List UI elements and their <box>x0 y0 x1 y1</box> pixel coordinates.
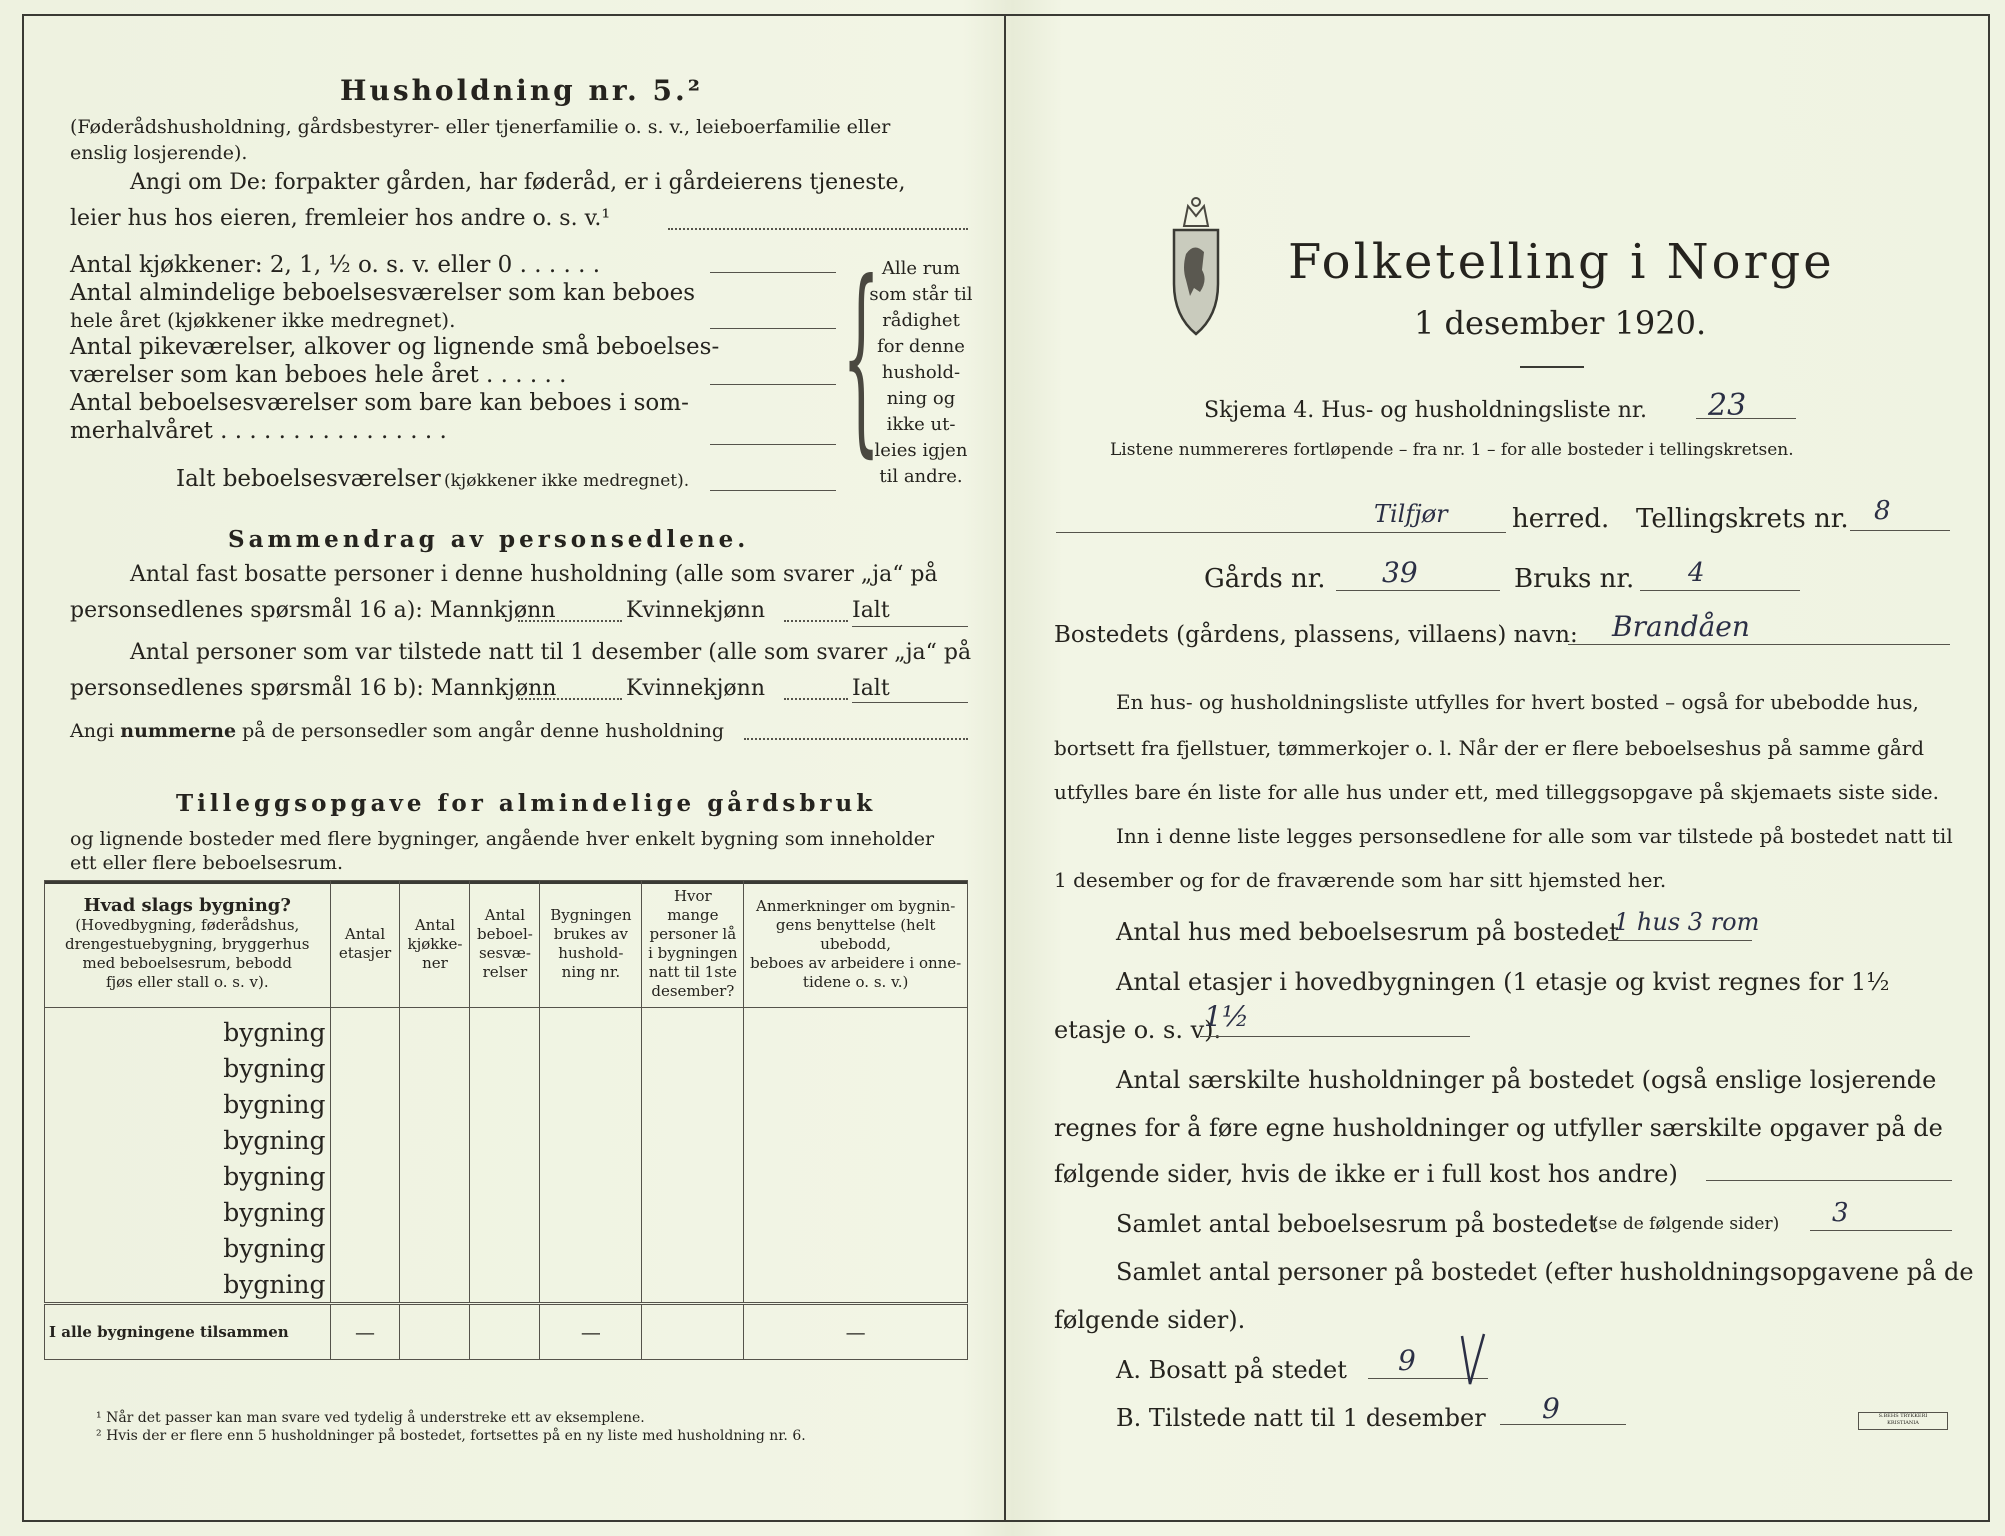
footnote-1: ¹ Når det passer kan man svare ved tydelig å understreke ett av eksemplene. <box>96 1410 645 1426</box>
present-female-fill <box>784 698 848 700</box>
header-text: Antal <box>414 915 456 934</box>
a-bosatt-value: 9 <box>1398 1344 1416 1377</box>
household-title: Husholdning nr. 5.² <box>340 74 704 107</box>
para1-line-1: En hus- og husholdningsliste utfylles for hvert bosted – også for ubebodde hus, <box>1116 690 1919 714</box>
summary-title: Sammendrag av personsedlene. <box>228 526 750 553</box>
b-tilstede-label: B. Tilstede natt til 1 desember <box>1116 1404 1486 1432</box>
kitchens-fill <box>710 272 836 273</box>
bosted-line <box>1568 644 1950 645</box>
brace-note-line: ning og <box>886 388 956 409</box>
tillegg-line-2: ett eller flere beboelsesrum. <box>70 852 344 874</box>
resident-female-fill <box>784 620 848 622</box>
brace-note-line: rådighet <box>882 310 960 331</box>
row-label: bygning <box>45 1008 331 1051</box>
summer-rooms-fill <box>710 444 836 445</box>
row-label: bygning <box>45 1050 331 1086</box>
header-text: desember? <box>651 982 735 1000</box>
header-text: sesvæ- <box>478 944 531 962</box>
table-header-row <box>45 881 968 1008</box>
a-bosatt-label: A. Bosatt på stedet <box>1116 1356 1347 1384</box>
intro-line-2: enslig losjerende). <box>70 142 248 164</box>
header-building-type <box>45 881 331 1008</box>
summary-ialt-2: Ialt <box>852 676 890 701</box>
rooms-line-4: Antal pikeværelser, alkover og lignende små beboelses- <box>70 334 720 360</box>
header-text: beboes av arbeidere i onne- <box>750 953 962 972</box>
row-label: bygning <box>45 1194 331 1230</box>
q-pers-line-1: Samlet antal personer på bostedet (efter husholdningsopgavene på de <box>1116 1258 1974 1286</box>
header-rooms <box>470 881 540 1008</box>
resident-total-fill <box>852 626 968 627</box>
table-row <box>45 1194 968 1230</box>
q-etasjer-line-2: etasje o. s. v). <box>1054 1016 1222 1044</box>
q-hus-line <box>1608 940 1752 941</box>
header-kitchens <box>400 881 470 1008</box>
tellingskrets-line <box>1850 530 1950 531</box>
person-numbers-fill <box>744 738 968 740</box>
table-row <box>45 1086 968 1122</box>
tillegg-line-1: og lignende bosteder med flere bygninger, angående hver enkelt bygning som inneholder <box>70 828 935 850</box>
header-text: brukes av <box>553 925 629 943</box>
ordinary-rooms-fill <box>710 328 836 329</box>
header-text: Anmerkninger om bygnin- <box>756 896 956 915</box>
skjema-label: Skjema 4. Hus- og husholdningsliste nr. <box>1204 398 1647 423</box>
present-male-fill <box>518 698 622 700</box>
small-rooms-fill <box>710 384 836 385</box>
header-text: kjøkke- <box>407 934 463 953</box>
table-row <box>45 1008 968 1051</box>
q-hus-value: 1 hus 3 rom <box>1614 908 1760 936</box>
ialt-rooms-note: (kjøkkener ikke medregnet). <box>444 471 690 491</box>
header-text: beboel- <box>477 925 533 943</box>
gards-line <box>1336 590 1500 591</box>
table-row <box>45 1122 968 1158</box>
ialt-rooms-fill <box>710 490 836 491</box>
table-row <box>45 1230 968 1266</box>
bruks-value: 4 <box>1688 558 1705 588</box>
header-text: natt til 1ste <box>648 963 737 981</box>
gards-label: Gårds nr. <box>1204 564 1326 594</box>
tillegg-title: Tilleggsopgave for almindelige gårdsbruk <box>176 790 877 817</box>
header-text: etasjer <box>338 944 392 962</box>
para1-line-2: bortsett fra fjellstuer, tømmerkojer o. l. Når der er flere beboelseshus på samme gård <box>1054 736 1925 760</box>
para1-line-3: utfylles bare én liste for alle hus under ett, med tilleggsopgave på skjemaets siste side. <box>1054 780 1939 804</box>
brace-note-line: leies igjen <box>874 440 968 461</box>
rooms-line-2: Antal almindelige beboelsesværelser som kan beboes <box>70 280 696 306</box>
q-etasjer-line-1: Antal etasjer i hovedbygningen (1 etasje og kvist regnes for 1½ <box>1116 968 1890 996</box>
header-floors <box>330 881 400 1008</box>
bruks-label: Bruks nr. <box>1514 564 1635 594</box>
census-date: 1 desember 1920. <box>1414 304 1707 342</box>
header-text: med beboelsesrum, bebodd <box>82 954 292 972</box>
header-text: hushold- <box>558 944 624 962</box>
q-hus-label: Antal hus med beboelsesrum på bostedet <box>1116 918 1619 946</box>
printer-stamp <box>1858 1412 1948 1430</box>
q-hush-line-3: følgende sider, hvis de ikke er i full kost hos andre) <box>1054 1160 1678 1188</box>
brace-note-line: til andre. <box>879 466 963 487</box>
brace-note-line: ikke ut- <box>886 414 956 435</box>
row-label: bygning <box>45 1230 331 1266</box>
row-label: bygning <box>45 1122 331 1158</box>
numbering-note: Listene nummereres fortløpende – fra nr. 1 – for alle bosteder i tellingskretsen. <box>1110 440 1794 460</box>
nummerne-word: nummerne <box>120 720 237 742</box>
header-text: gens benyttelse (helt ubebodd, <box>775 915 936 953</box>
q-rom-label: Samlet antal beboelsesrum på bostedet <box>1116 1210 1598 1238</box>
checkmark-icon <box>1458 1330 1488 1390</box>
header-text: drengestuebygning, bryggerhus <box>65 935 310 953</box>
angi-rest: på de personsedler som angår denne husholdning <box>242 720 725 742</box>
rooms-line-3: hele året (kjøkkener ikke medregnet). <box>70 308 456 332</box>
q-hush-line <box>1706 1180 1952 1181</box>
table-row <box>45 1050 968 1086</box>
printer-stamp-line: KRISTIANIA <box>1887 1420 1919 1426</box>
ialt-rooms-label: Ialt beboelsesværelser <box>176 466 441 492</box>
brace-note-line: hushold- <box>881 362 961 383</box>
row-label: bygning <box>45 1158 331 1194</box>
q-hush-line-2: regnes for å føre egne husholdninger og utfyller særskilte opgaver på de <box>1054 1114 1943 1142</box>
header-remarks <box>744 881 968 1008</box>
para2-line-2: 1 desember og for de fraværende som har sitt hjemsted her. <box>1054 868 1667 892</box>
tellingskrets-label: Tellingskrets nr. <box>1636 504 1849 534</box>
q-pers-line-2: følgende sider). <box>1054 1306 1246 1334</box>
summary-ialt-1: Ialt <box>852 598 890 623</box>
sum-household: — <box>540 1304 642 1360</box>
header-text: (Hovedbygning, føderådshus, <box>75 916 300 934</box>
printer-stamp-line: S.BEHS TRYKKERI <box>1878 1413 1928 1419</box>
header-text: i bygningen <box>648 944 738 962</box>
b-tilstede-value: 9 <box>1542 1392 1560 1425</box>
b-tilstede-line <box>1500 1424 1626 1425</box>
brace-note-line: Alle rum <box>881 258 961 279</box>
sum-remarks: — <box>744 1304 968 1360</box>
tellingskrets-value: 8 <box>1874 496 1891 526</box>
row-label: bygning <box>45 1266 331 1304</box>
building-table <box>44 880 968 1360</box>
bosted-value: Brandåen <box>1612 610 1750 643</box>
summary-line-4: personsedlenes spørsmål 16 b): Mannkjønn <box>70 676 557 701</box>
brace-note-line: for denne <box>877 336 965 357</box>
brace-symbol: { <box>842 240 881 478</box>
header-text: tidene o. s. v.) <box>802 972 909 991</box>
header-text: Hvor mange <box>667 887 719 924</box>
present-total-fill <box>852 702 968 703</box>
header-text: personer lå <box>649 925 737 943</box>
census-title: Folketelling i Norge <box>1288 234 1835 290</box>
sum-floors: — <box>330 1304 400 1360</box>
q-hush-line-1: Antal særskilte husholdninger på bostedet (også enslige losjerende <box>1116 1066 1937 1094</box>
footnote-2: ² Hvis der er flere enn 5 husholdninger på bostedet, fortsettes på en ny liste med husholdning nr. 6. <box>96 1428 806 1444</box>
summary-line-3: Antal personer som var tilstede natt til 1 desember (alle som svarer „ja“ på <box>130 640 972 665</box>
norwegian-coat-of-arms-icon <box>1166 192 1226 342</box>
header-text: Bygningen <box>550 906 632 924</box>
summary-kvinne-2: Kvinnekjønn <box>626 676 765 701</box>
angi-word: Angi <box>70 720 115 742</box>
q-rom-note: (se de følgende sider) <box>1592 1214 1780 1234</box>
q-rom-value: 3 <box>1832 1198 1849 1228</box>
header-text: ner <box>422 953 448 972</box>
gards-value: 39 <box>1382 556 1418 589</box>
table-row <box>45 1266 968 1304</box>
brace-note <box>866 256 976 490</box>
rooms-line-1: Antal kjøkkener: 2, 1, ½ o. s. v. eller 0 . . . . . . <box>70 252 601 278</box>
herred-label: herred. <box>1512 504 1610 534</box>
angi-line-1: Angi om De: forpakter gården, har føderåd, er i gårdeierens tjeneste, <box>130 170 906 195</box>
angi-line-2: leier hus hos eieren, fremleier hos andre o. s. v.¹ <box>70 206 611 231</box>
q-etasjer-value: 1½ <box>1204 1000 1249 1033</box>
table-sum-row <box>45 1304 968 1360</box>
header-text: Antal <box>484 906 526 924</box>
table-row <box>45 1158 968 1194</box>
intro-line-1: (Føderådshusholdning, gårdsbestyrer- eller tjenerfamilie o. s. v., leieboerfamilie eller <box>70 116 891 138</box>
para2-line-1: Inn i denne liste legges personsedlene for alle som var tilstede på bostedet natt til <box>1116 824 1953 848</box>
angi-fill-line <box>668 228 968 230</box>
skjema-nr-value: 23 <box>1708 388 1747 423</box>
title-rule <box>1520 366 1584 368</box>
rooms-line-5: værelser som kan beboes hele året . . . . . . <box>70 362 567 388</box>
summary-kvinne-1: Kvinnekjønn <box>626 598 765 623</box>
angi-nummer-line <box>70 720 724 742</box>
q-rom-line <box>1810 1230 1952 1231</box>
brace-note-line: som står til <box>869 284 973 305</box>
row-label: bygning <box>45 1086 331 1122</box>
header-text: fjøs eller stall o. s. v). <box>105 973 269 991</box>
q-etasjer-line <box>1200 1036 1470 1037</box>
summary-line-2: personsedlenes spørsmål 16 a): Mannkjønn <box>70 598 556 623</box>
sum-label: I alle bygningene tilsammen <box>45 1304 331 1360</box>
bruks-line <box>1640 590 1800 591</box>
header-household-nr <box>540 881 642 1008</box>
herred-value: Tilfjør <box>1374 500 1448 528</box>
header-persons <box>642 881 744 1008</box>
rooms-line-6: Antal beboelsesværelser som bare kan beboes i som- <box>70 390 689 416</box>
summary-line-1: Antal fast bosatte personer i denne husholdning (alle som svarer „ja“ på <box>130 562 938 587</box>
header-text: ning nr. <box>561 963 621 981</box>
bosted-label: Bostedets (gårdens, plassens, villaens) navn: <box>1054 622 1578 648</box>
rooms-line-7: merhalvåret . . . . . . . . . . . . . . . . <box>70 418 447 444</box>
header-text: Antal <box>344 925 386 943</box>
resident-male-fill <box>518 620 622 622</box>
herred-line <box>1056 532 1506 533</box>
header-building-type-title: Hvad slags bygning? <box>83 895 291 916</box>
header-text: relser <box>482 963 528 981</box>
